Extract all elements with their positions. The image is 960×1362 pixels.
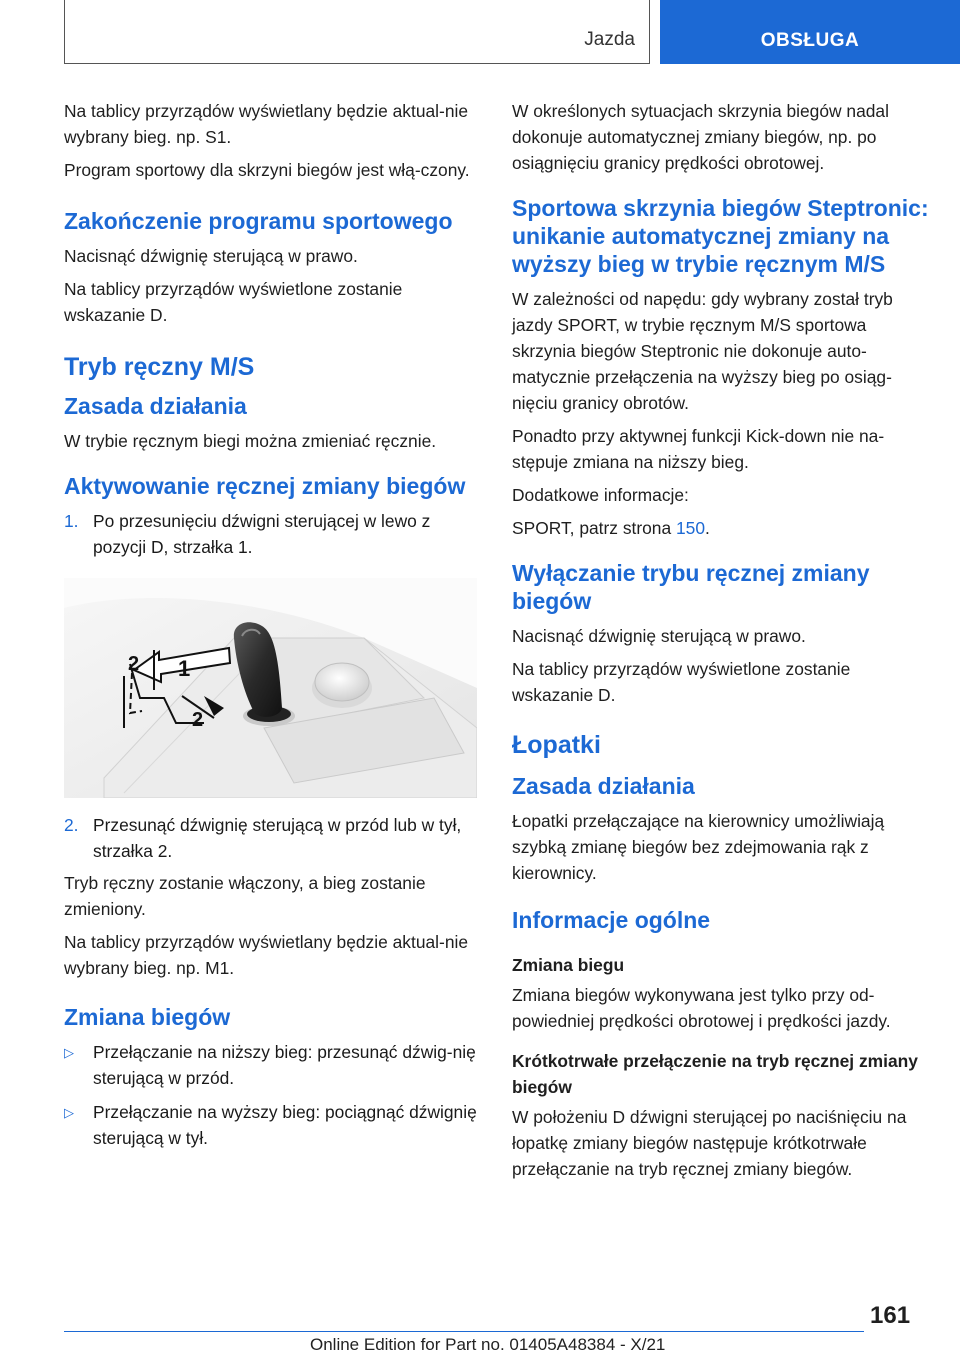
paragraph: Dodatkowe informacje:: [512, 485, 689, 505]
heading-manual-mode: Tryb ręczny M/S: [64, 353, 255, 381]
header-section-tab[interactable]: [64, 0, 650, 64]
bullet-text: Przełączanie na niższy bieg: przesunąć dźwig-nię sterującą w przód.: [93, 1042, 476, 1088]
header-chapter-tab[interactable]: [660, 0, 960, 64]
heading-sport-steptronic: Sportowa skrzynia biegów Steptronic: unikanie automatycznej zmiany na wyższy bieg w trybie ręcznym M/S: [512, 195, 929, 277]
step-number: 2.: [64, 815, 79, 835]
header-chapter-label: OBSŁUGA: [760, 30, 860, 51]
heading-temporary-manual: Krótkotrwałe przełączenie na tryb ręcznej zmiany biegów: [512, 1051, 918, 1097]
gear-selector-illustration: [64, 578, 477, 798]
heading-gear-change: Zmiana biegu: [512, 955, 625, 975]
arrow-label-2b: 2: [192, 709, 204, 731]
paragraph: Na tablicy przyrządów wyświetlone zostanie wskazanie D.: [64, 279, 403, 325]
arrow-label-1: 1: [178, 656, 191, 681]
paragraph: Łopatki przełączające na kierownicy umożliwiają szybką zmianę biegów bez zdejmowania rąk z kierownicy.: [512, 811, 885, 883]
paragraph: W położeniu D dźwigni sterującej po naciśnięciu na łopatkę zmiany biegów następuje krótkotrwałe przełączanie na tryb ręcznej zmiany biegów.: [512, 1107, 907, 1179]
step-text: Przesunąć dźwignię sterującą w przód lub w tył, strzałka 2.: [93, 815, 462, 861]
step-number: 1.: [64, 511, 79, 531]
paragraph: W zależności od napędu: gdy wybrany został tryb jazdy SPORT, w trybie ręcznym M/S sportowa skrzynia biegów Steptronic nie dokonuje auto-matycznie przełączenia na wyższy bieg po osiąg-nięciu granicy obrotów.: [512, 289, 893, 413]
paragraph: Nacisnąć dźwignię sterującą w prawo.: [64, 246, 358, 266]
link-suffix: .: [705, 518, 710, 538]
paragraph: Na tablicy przyrządów wyświetlone zostanie wskazanie D.: [512, 659, 851, 705]
link-prefix: SPORT, patrz strona: [512, 518, 676, 538]
paragraph: Zmiana biegów wykonywana jest tylko przy od-powiedniej prędkości obrotowej i prędkości jazdy.: [512, 985, 891, 1031]
paragraph: Nacisnąć dźwignię sterującą w prawo.: [512, 626, 806, 646]
paragraph: Program sportowy dla skrzyni biegów jest włą-czony.: [64, 160, 470, 180]
heading-gear-change: Zmiana biegów: [64, 1004, 231, 1030]
bullet-item: [64, 1099, 479, 1151]
footer-divider: [64, 1331, 864, 1332]
triangle-bullet-icon: ▷: [64, 1045, 74, 1060]
heading-principle: Zasada działania: [512, 773, 695, 799]
paragraph: Na tablicy przyrządów wyświetlany będzie aktual-nie wybrany bieg. np. M1.: [64, 932, 469, 978]
paragraph: Na tablicy przyrządów wyświetlany będzie aktual-nie wybrany bieg. np. S1.: [64, 101, 469, 147]
gear-selector-drawing: [64, 578, 477, 798]
heading-principle: Zasada działania: [64, 393, 247, 419]
numbered-step: [64, 812, 479, 864]
bullet-text: Przełączanie na wyższy bieg: pociągnąć dźwignię sterującą w tył.: [93, 1102, 477, 1148]
paragraph: W określonych sytuacjach skrzynia biegów nadal dokonuje automatycznej zmiany biegów, np. po osiągnięciu granicy prędkości obrotowej.: [512, 101, 889, 173]
header-section-label: Jazda: [584, 29, 635, 50]
edition-note: Online Edition for Part no. 01405A48384 - X/21: [310, 1335, 666, 1354]
bullet-item: [64, 1039, 479, 1091]
arrow-label-2a: 2: [128, 653, 140, 675]
paragraph: W trybie ręcznym biegi można zmieniać ręcznie.: [64, 431, 437, 451]
heading-paddles: Łopatki: [512, 731, 601, 759]
heading-end-sport-program: Zakończenie programu sportowego: [64, 208, 453, 234]
paragraph: Tryb ręczny zostanie włączony, a bieg zostanie zmieniony.: [64, 873, 426, 919]
heading-general-info: Informacje ogólne: [512, 907, 711, 933]
page-number: 161: [870, 1302, 911, 1329]
heading-activate-manual: Aktywowanie ręcznej zmiany biegów: [64, 473, 466, 499]
paragraph: Ponadto przy aktywnej funkcji Kick-down nie na-stępuje zmiana na niższy bieg.: [512, 426, 885, 472]
triangle-bullet-icon: ▷: [64, 1105, 74, 1120]
numbered-step: [64, 508, 479, 560]
paragraph-with-link: [512, 515, 932, 541]
page-reference-link[interactable]: 150: [676, 518, 706, 538]
heading-disable-manual: Wyłączanie trybu ręcznej zmiany biegów: [512, 560, 870, 614]
right-column: [512, 98, 932, 1189]
left-column: [64, 98, 479, 1159]
step-text: Po przesunięciu dźwigni sterującej w lewo z pozycji D, strzałka 1.: [93, 511, 431, 557]
